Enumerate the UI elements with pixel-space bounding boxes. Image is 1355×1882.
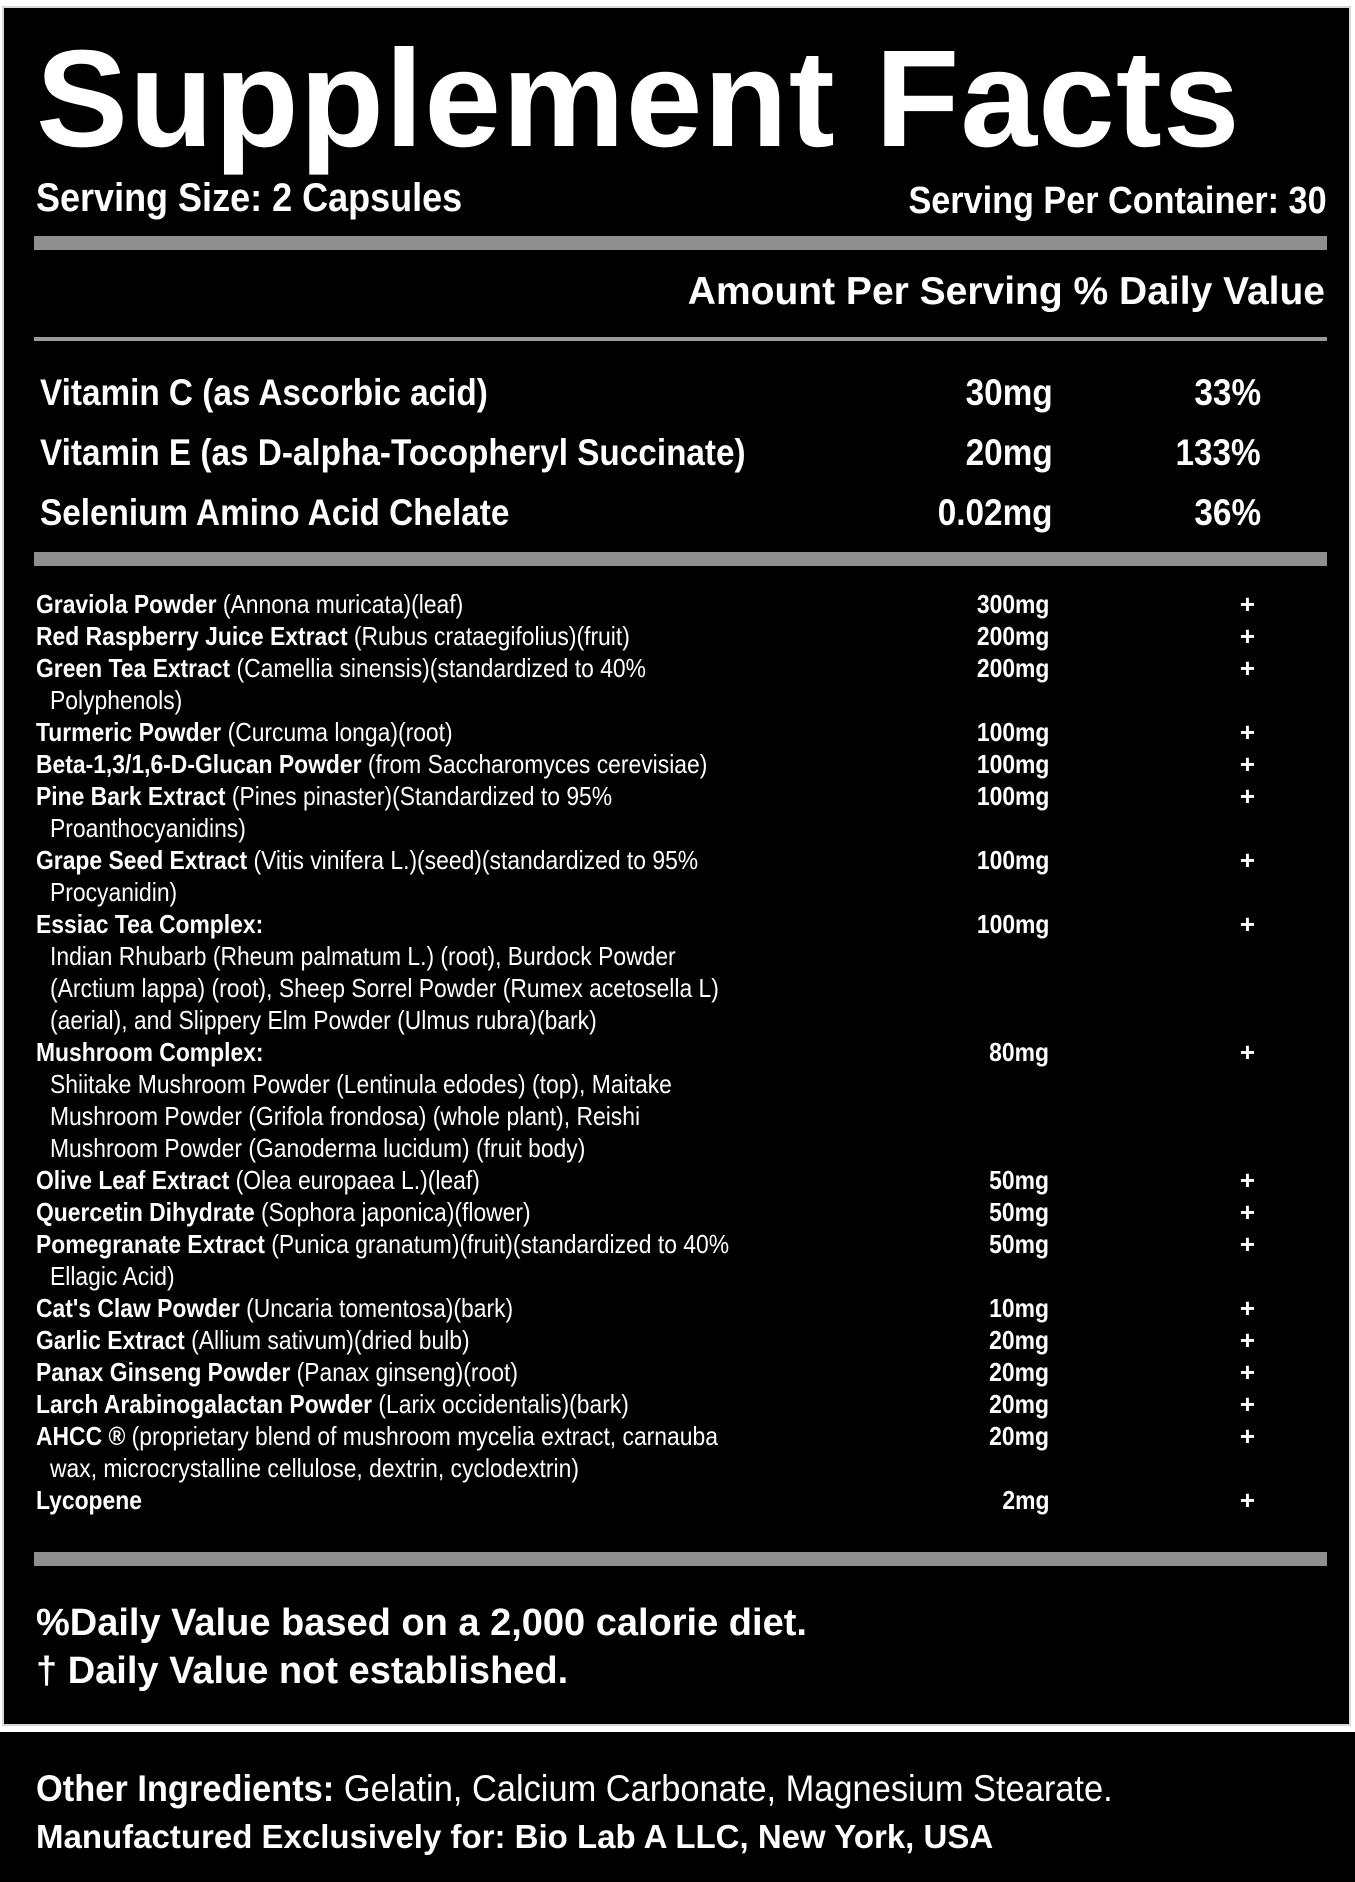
ingredient-description: (Panax ginseng)(root) [290, 1357, 518, 1387]
ingredient-name: Pine Bark Extract [36, 781, 226, 811]
ingredient-daily-value: + [1239, 1293, 1255, 1323]
ingredient-amount: 300mg [976, 589, 1049, 619]
other-ingredients [36, 1768, 1113, 1810]
ingredient-name: Green Tea Extract [36, 653, 231, 683]
ingredient-description: (Vitis vinifera L.)(seed)(standardized to 95% [247, 845, 699, 875]
manufacturer: Manufactured Exclusively for: Bio Lab A LLC, New York, USA [36, 1818, 994, 1855]
vitamin-daily-value: 36% [1194, 492, 1261, 533]
ingredient-amount: 50mg [989, 1165, 1049, 1195]
vitamin-name: Vitamin C (as Ascorbic acid) [40, 372, 488, 413]
ingredient-name: Cat's Claw Powder [36, 1293, 240, 1323]
ingredient-continuation: Indian Rhubarb (Rheum palmatum L.) (root), Burdock Powder [50, 941, 676, 971]
ingredient-continuation: Procyanidin) [50, 877, 178, 907]
ingredient-row [36, 844, 698, 876]
ingredient-description: (Uncaria tomentosa)(bark) [239, 1293, 514, 1323]
ingredient-daily-value: + [1239, 1325, 1255, 1355]
vitamin-daily-value: 133% [1175, 432, 1261, 473]
ingredient-row [36, 588, 463, 620]
ingredient-daily-value: + [1239, 781, 1255, 811]
serving-size: Serving Size: 2 Capsules [36, 176, 463, 220]
ingredient-amount: 200mg [976, 653, 1049, 683]
ingredient-row [36, 1036, 264, 1068]
ingredient-continuation: Polyphenols) [50, 685, 183, 715]
ingredient-daily-value: + [1239, 1389, 1255, 1419]
ingredient-continuation: (Arctium lappa) (root), Sheep Sorrel Powder (Rumex acetosella L) [50, 973, 719, 1003]
ingredient-row [36, 748, 707, 780]
ingredient-name: Garlic Extract [36, 1325, 185, 1355]
ingredient-daily-value: + [1239, 1485, 1255, 1515]
ingredient-row [36, 1484, 142, 1516]
ingredient-description: (Annona muricata)(leaf) [216, 589, 464, 619]
ingredient-name: Lycopene [36, 1485, 142, 1515]
ingredient-row [36, 908, 263, 940]
ingredient-daily-value: + [1239, 1165, 1255, 1195]
ingredient-amount: 50mg [989, 1197, 1049, 1227]
ingredient-name: Olive Leaf Extract [36, 1165, 230, 1195]
vitamin-amount: 30mg [966, 372, 1053, 413]
ingredient-name: Essiac Tea Complex: [36, 909, 264, 939]
ingredient-continuation: Ellagic Acid) [50, 1261, 175, 1291]
ingredient-description: (Allium sativum)(dried bulb) [184, 1325, 470, 1355]
ingredient-name: Mushroom Complex: [36, 1037, 264, 1067]
ingredient-row [36, 780, 612, 812]
ingredient-daily-value: + [1239, 1421, 1255, 1451]
ingredient-continuation: Shiitake Mushroom Powder (Lentinula edodes) (top), Maitake [50, 1069, 672, 1099]
ingredient-description: (from Saccharomyces cerevisiae) [361, 749, 708, 779]
thick-divider [34, 236, 1327, 250]
thick-divider [34, 552, 1327, 566]
ingredient-description: (Curcuma longa)(root) [221, 717, 453, 747]
other-ingredients-label: Other Ingredients: [36, 1768, 335, 1809]
ingredient-daily-value: + [1239, 1229, 1255, 1259]
ingredient-amount: 100mg [976, 717, 1049, 747]
ingredient-row [36, 1324, 470, 1356]
ingredient-row [36, 1196, 531, 1228]
vitamin-daily-value: 33% [1194, 372, 1261, 413]
ingredient-name: Red Raspberry Juice Extract [36, 621, 348, 651]
not-established-footnote: † Daily Value not established. [36, 1650, 569, 1692]
ingredient-description: (Punica granatum)(fruit)(standardized to 40% [264, 1229, 730, 1259]
ingredient-name: Grape Seed Extract [36, 845, 248, 875]
servings-per-container: Serving Per Container: 30 [908, 180, 1327, 222]
ingredient-description: (Olea europaea L.)(leaf) [229, 1165, 480, 1195]
ingredient-continuation: Mushroom Powder (Ganoderma lucidum) (fruit body) [50, 1133, 586, 1163]
vitamin-name: Selenium Amino Acid Chelate [40, 492, 510, 533]
ingredient-daily-value: + [1239, 1037, 1255, 1067]
vitamin-name: Vitamin E (as D-alpha-Tocopheryl Succinate) [40, 432, 746, 473]
ingredient-row [36, 1228, 729, 1260]
ingredient-name: Beta-1,3/1,6-D-Glucan Powder [36, 749, 362, 779]
ingredient-name: Turmeric Powder [36, 717, 222, 747]
ingredient-continuation: Proanthocyanidins) [50, 813, 246, 843]
ingredient-row [36, 1420, 718, 1452]
ingredient-row [36, 1164, 480, 1196]
other-ingredients-text: Gelatin, Calcium Carbonate, Magnesium Stearate. [334, 1768, 1113, 1809]
ingredient-amount: 100mg [976, 749, 1049, 779]
ingredient-amount: 100mg [976, 781, 1049, 811]
ingredient-amount: 20mg [989, 1357, 1049, 1387]
ingredient-name: Graviola Powder [36, 589, 217, 619]
ingredient-continuation: wax, microcrystalline cellulose, dextrin, cyclodextrin) [50, 1453, 579, 1483]
ingredient-description: (Pines pinaster)(Standardized to 95% [225, 781, 613, 811]
thick-divider [34, 1552, 1327, 1566]
vitamin-amount: 0.02mg [938, 492, 1053, 533]
ingredient-amount: 20mg [989, 1325, 1049, 1355]
ingredient-continuation: (aerial), and Slippery Elm Powder (Ulmus rubra)(bark) [50, 1005, 597, 1035]
ingredient-row [36, 716, 453, 748]
ingredient-amount: 10mg [989, 1293, 1049, 1323]
ingredient-daily-value: + [1239, 909, 1255, 939]
ingredient-amount: 200mg [976, 621, 1049, 651]
ingredient-daily-value: + [1239, 1357, 1255, 1387]
ingredient-description: (Camellia sinensis)(standardized to 40% [230, 653, 646, 683]
ingredient-row [36, 620, 630, 652]
ingredient-name: AHCC ® [36, 1421, 126, 1451]
ingredient-daily-value: + [1239, 653, 1255, 683]
ingredient-row [36, 1356, 518, 1388]
ingredient-daily-value: + [1239, 749, 1255, 779]
ingredient-daily-value: + [1239, 1197, 1255, 1227]
ingredient-row [36, 1292, 513, 1324]
ingredient-amount: 100mg [976, 909, 1049, 939]
panel-title: Supplement Facts [36, 22, 1241, 176]
amount-header: Amount Per Serving % Daily Value [687, 270, 1325, 313]
ingredient-amount: 2mg [1001, 1485, 1049, 1515]
ingredient-description: (Rubus crataegifolius)(fruit) [347, 621, 630, 651]
ingredient-name: Larch Arabinogalactan Powder [36, 1389, 373, 1419]
ingredient-daily-value: + [1239, 621, 1255, 651]
daily-value-footnote: %Daily Value based on a 2,000 calorie diet. [36, 1602, 807, 1644]
ingredient-continuation: Mushroom Powder (Grifola frondosa) (whole plant), Reishi [50, 1101, 641, 1131]
ingredient-daily-value: + [1239, 589, 1255, 619]
ingredient-amount: 20mg [989, 1421, 1049, 1451]
ingredient-daily-value: + [1239, 717, 1255, 747]
ingredient-row [36, 652, 646, 684]
ingredient-amount: 80mg [989, 1037, 1049, 1067]
ingredient-name: Panax Ginseng Powder [36, 1357, 291, 1387]
ingredient-name: Pomegranate Extract [36, 1229, 265, 1259]
ingredient-amount: 50mg [989, 1229, 1049, 1259]
thin-divider [34, 337, 1327, 341]
ingredient-description: (Sophora japonica)(flower) [254, 1197, 531, 1227]
ingredient-description: (Larix occidentalis)(bark) [372, 1389, 629, 1419]
ingredient-name: Quercetin Dihydrate [36, 1197, 255, 1227]
ingredient-amount: 100mg [976, 845, 1049, 875]
vitamin-amount: 20mg [966, 432, 1053, 473]
ingredient-daily-value: + [1239, 845, 1255, 875]
ingredient-row [36, 1388, 629, 1420]
ingredient-description: (proprietary blend of mushroom mycelia extract, carnauba [125, 1421, 718, 1451]
ingredient-amount: 20mg [989, 1389, 1049, 1419]
